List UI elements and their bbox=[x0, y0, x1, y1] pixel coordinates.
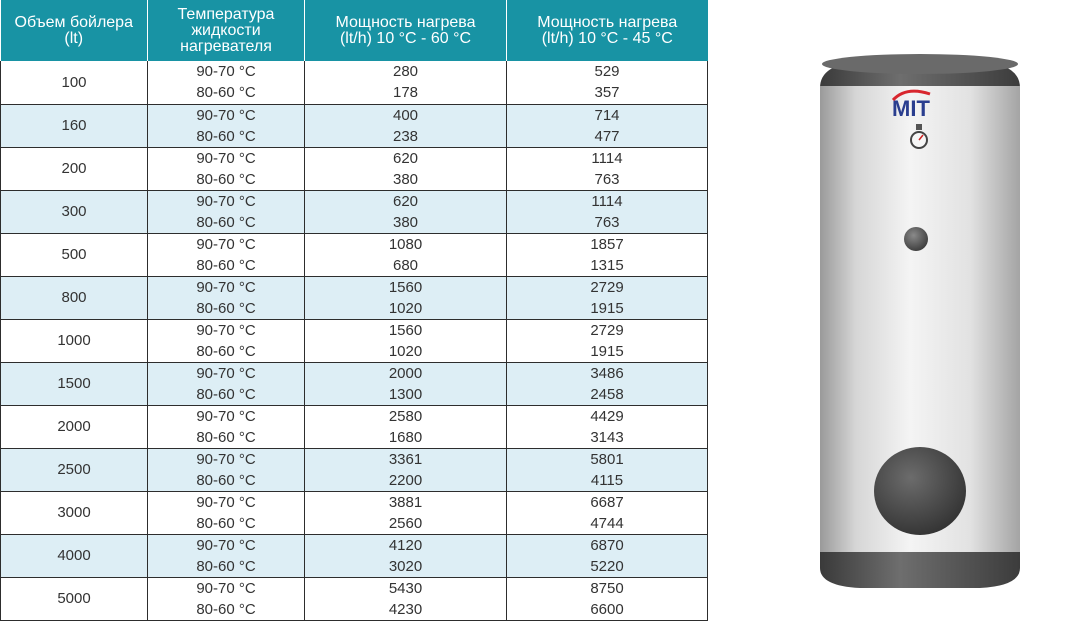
cell-boiler-volume: 1000 bbox=[1, 319, 148, 362]
cell-boiler-volume: 1500 bbox=[1, 362, 148, 405]
table-row bbox=[1, 448, 708, 491]
cell-power-45 bbox=[507, 405, 708, 448]
cell-power-60 bbox=[305, 61, 507, 104]
cell-boiler-volume: 500 bbox=[1, 233, 148, 276]
cell-heater-temperature bbox=[148, 233, 305, 276]
cell-heater-temperature-line: 90-70 °C bbox=[196, 192, 256, 210]
cell-heater-temperature bbox=[148, 405, 305, 448]
table-row bbox=[1, 362, 708, 405]
cell-power-60-line: 2560 bbox=[388, 514, 423, 532]
cell-heater-temperature bbox=[148, 319, 305, 362]
cell-power-60-line: 620 bbox=[392, 149, 419, 167]
cell-power-45 bbox=[507, 491, 708, 534]
cell-power-45 bbox=[507, 190, 708, 233]
table-row bbox=[1, 233, 708, 276]
cell-heater-temperature-line: 90-70 °C bbox=[196, 149, 256, 167]
cell-boiler-volume: 300 bbox=[1, 190, 148, 233]
cell-power-45 bbox=[507, 276, 708, 319]
cell-power-45-line: 2729 bbox=[590, 321, 624, 339]
cell-heater-temperature bbox=[148, 190, 305, 233]
cell-heater-temperature-line: 90-70 °C bbox=[196, 536, 256, 554]
cell-boiler-volume: 100 bbox=[1, 61, 148, 104]
cell-boiler-volume: 3000 bbox=[1, 491, 148, 534]
cell-power-45 bbox=[507, 61, 708, 104]
cell-power-45 bbox=[507, 319, 708, 362]
cell-heater-temperature bbox=[148, 577, 305, 620]
table-row bbox=[1, 190, 708, 233]
cell-boiler-volume: 2000 bbox=[1, 405, 148, 448]
cell-heater-temperature-line: 90-70 °C bbox=[196, 235, 256, 253]
cell-power-60-line: 1020 bbox=[388, 342, 423, 360]
cell-heater-temperature-line: 90-70 °C bbox=[196, 278, 256, 296]
cell-power-45-line: 4429 bbox=[590, 407, 624, 425]
cell-heater-temperature-line: 80-60 °C bbox=[196, 84, 256, 102]
cell-power-45-line: 1315 bbox=[590, 256, 624, 274]
cell-boiler-volume: 2500 bbox=[1, 448, 148, 491]
cell-power-45-line: 6687 bbox=[590, 493, 624, 511]
cell-power-60-line: 1080 bbox=[388, 235, 423, 253]
cell-power-60-line: 1560 bbox=[388, 321, 423, 339]
cell-heater-temperature-line: 80-60 °C bbox=[196, 385, 256, 403]
table-row bbox=[1, 491, 708, 534]
table-header-row bbox=[1, 0, 708, 61]
cell-power-60-line: 380 bbox=[392, 213, 419, 231]
cell-power-45 bbox=[507, 233, 708, 276]
cell-power-60-line: 1300 bbox=[388, 385, 423, 403]
cell-power-45-line: 1857 bbox=[590, 235, 624, 253]
tank-bottom-cap bbox=[820, 552, 1020, 588]
cell-heater-temperature bbox=[148, 276, 305, 319]
cell-power-45-line: 714 bbox=[594, 106, 620, 124]
cell-power-60 bbox=[305, 147, 507, 190]
mit-logo bbox=[892, 91, 930, 121]
cell-power-60-line: 178 bbox=[392, 84, 419, 102]
cell-heater-temperature-line: 90-70 °C bbox=[196, 106, 256, 124]
cell-power-45 bbox=[507, 104, 708, 147]
header-heating-power-45: Мощность нагрева (lt/h) 10 °C - 45 °C bbox=[507, 0, 708, 61]
cell-power-60-line: 2200 bbox=[388, 471, 423, 489]
cell-power-45-line: 2729 bbox=[590, 278, 624, 296]
cell-power-45-line: 477 bbox=[594, 127, 620, 145]
cell-power-60 bbox=[305, 276, 507, 319]
cell-power-60-line: 1020 bbox=[388, 299, 423, 317]
cell-power-60-line: 1560 bbox=[388, 278, 423, 296]
cell-heater-temperature bbox=[148, 491, 305, 534]
table-row bbox=[1, 405, 708, 448]
cell-power-60 bbox=[305, 491, 507, 534]
cell-power-45-line: 5220 bbox=[590, 557, 624, 575]
cell-power-45 bbox=[507, 577, 708, 620]
table-row bbox=[1, 147, 708, 190]
boiler-tank-image bbox=[770, 36, 1070, 602]
cell-power-45-line: 8750 bbox=[590, 579, 624, 597]
cell-heater-temperature-line: 80-60 °C bbox=[196, 170, 256, 188]
cell-power-60 bbox=[305, 405, 507, 448]
cell-power-60 bbox=[305, 104, 507, 147]
cell-heater-temperature-line: 80-60 °C bbox=[196, 299, 256, 317]
cell-heater-temperature-line: 90-70 °C bbox=[196, 364, 256, 382]
cell-heater-temperature bbox=[148, 61, 305, 104]
cell-power-60-line: 4230 bbox=[388, 600, 423, 618]
cell-power-60 bbox=[305, 362, 507, 405]
cell-power-45-line: 1915 bbox=[590, 342, 624, 360]
cell-heater-temperature bbox=[148, 534, 305, 577]
table-body bbox=[1, 61, 708, 620]
cell-power-60 bbox=[305, 577, 507, 620]
header-heating-power-60: Мощность нагрева (lt/h) 10 °C - 60 °C bbox=[305, 0, 507, 61]
cell-heater-temperature-line: 90-70 °C bbox=[196, 493, 256, 511]
cell-power-60-line: 380 bbox=[392, 170, 419, 188]
cell-power-60 bbox=[305, 319, 507, 362]
logo-text: MIT bbox=[892, 96, 930, 121]
cell-power-45-line: 1114 bbox=[591, 149, 623, 167]
cell-power-45-line: 2458 bbox=[590, 385, 624, 403]
cell-boiler-volume: 200 bbox=[1, 147, 148, 190]
thermostat-knob-icon bbox=[904, 227, 928, 251]
cell-power-45-line: 763 bbox=[594, 170, 620, 188]
table-row bbox=[1, 276, 708, 319]
cell-power-45 bbox=[507, 534, 708, 577]
cell-power-60-line: 400 bbox=[392, 106, 419, 124]
cell-boiler-volume: 5000 bbox=[1, 577, 148, 620]
cell-heater-temperature-line: 80-60 °C bbox=[196, 213, 256, 231]
cell-power-45-line: 5801 bbox=[590, 450, 624, 468]
table-row bbox=[1, 534, 708, 577]
header-boiler-volume: Объем бойлера (lt) bbox=[1, 0, 148, 61]
cell-power-60 bbox=[305, 233, 507, 276]
table-row bbox=[1, 577, 708, 620]
cell-power-60-line: 4120 bbox=[388, 536, 423, 554]
cell-power-60-line: 5430 bbox=[388, 579, 423, 597]
cell-power-45-line: 6600 bbox=[590, 600, 624, 618]
cell-heater-temperature-line: 90-70 °C bbox=[196, 63, 256, 81]
cell-power-60-line: 3881 bbox=[388, 493, 423, 511]
cell-power-45-line: 4744 bbox=[590, 514, 624, 532]
cell-heater-temperature-line: 80-60 °C bbox=[196, 256, 256, 274]
cell-heater-temperature-line: 90-70 °C bbox=[196, 579, 256, 597]
cell-heater-temperature-line: 80-60 °C bbox=[196, 600, 256, 618]
cell-heater-temperature-line: 80-60 °C bbox=[196, 514, 256, 532]
cell-power-45-line: 763 bbox=[594, 213, 620, 231]
cell-boiler-volume: 160 bbox=[1, 104, 148, 147]
cell-heater-temperature-line: 80-60 °C bbox=[196, 342, 256, 360]
cell-power-45-line: 529 bbox=[594, 63, 620, 81]
cell-boiler-volume: 4000 bbox=[1, 534, 148, 577]
cell-power-60-line: 280 bbox=[392, 63, 419, 81]
cell-heater-temperature bbox=[148, 104, 305, 147]
cell-power-60-line: 3020 bbox=[388, 557, 423, 575]
cell-power-45 bbox=[507, 362, 708, 405]
cell-power-60-line: 680 bbox=[392, 256, 419, 274]
cell-heater-temperature-line: 80-60 °C bbox=[196, 428, 256, 446]
cell-power-60-line: 620 bbox=[392, 192, 419, 210]
cell-power-60 bbox=[305, 534, 507, 577]
cell-heater-temperature bbox=[148, 448, 305, 491]
table-row bbox=[1, 104, 708, 147]
cell-heater-temperature-line: 80-60 °C bbox=[196, 557, 256, 575]
cell-power-60-line: 1680 bbox=[388, 428, 423, 446]
cell-power-60-line: 2580 bbox=[388, 407, 423, 425]
table-row bbox=[1, 319, 708, 362]
tank-top-cap bbox=[820, 54, 1020, 88]
cell-heater-temperature-line: 80-60 °C bbox=[196, 127, 256, 145]
cell-heater-temperature-line: 90-70 °C bbox=[196, 321, 256, 339]
cell-heater-temperature bbox=[148, 147, 305, 190]
cell-power-45 bbox=[507, 448, 708, 491]
cell-power-45-line: 3143 bbox=[590, 428, 624, 446]
cell-power-45-line: 1114 bbox=[591, 192, 623, 210]
cell-heater-temperature-line: 90-70 °C bbox=[196, 407, 256, 425]
cell-power-60-line: 3361 bbox=[388, 450, 423, 468]
cell-power-45-line: 1915 bbox=[590, 299, 624, 317]
cell-power-60 bbox=[305, 190, 507, 233]
cell-heater-temperature bbox=[148, 362, 305, 405]
cell-power-45-line: 3486 bbox=[590, 364, 624, 382]
cell-power-60-line: 2000 bbox=[388, 364, 423, 382]
cell-heater-temperature-line: 80-60 °C bbox=[196, 471, 256, 489]
cell-power-45-line: 4115 bbox=[590, 471, 624, 489]
cell-power-45-line: 357 bbox=[594, 84, 620, 102]
cell-power-60-line: 238 bbox=[392, 127, 419, 145]
cell-boiler-volume: 800 bbox=[1, 276, 148, 319]
inspection-flange-icon bbox=[874, 447, 966, 535]
cell-power-60 bbox=[305, 448, 507, 491]
cell-power-45 bbox=[507, 147, 708, 190]
cell-power-45-line: 6870 bbox=[590, 536, 624, 554]
table-row bbox=[1, 61, 708, 104]
cell-heater-temperature-line: 90-70 °C bbox=[196, 450, 256, 468]
header-heater-liquid-temperature: Температура жидкости нагревателя bbox=[148, 0, 305, 61]
